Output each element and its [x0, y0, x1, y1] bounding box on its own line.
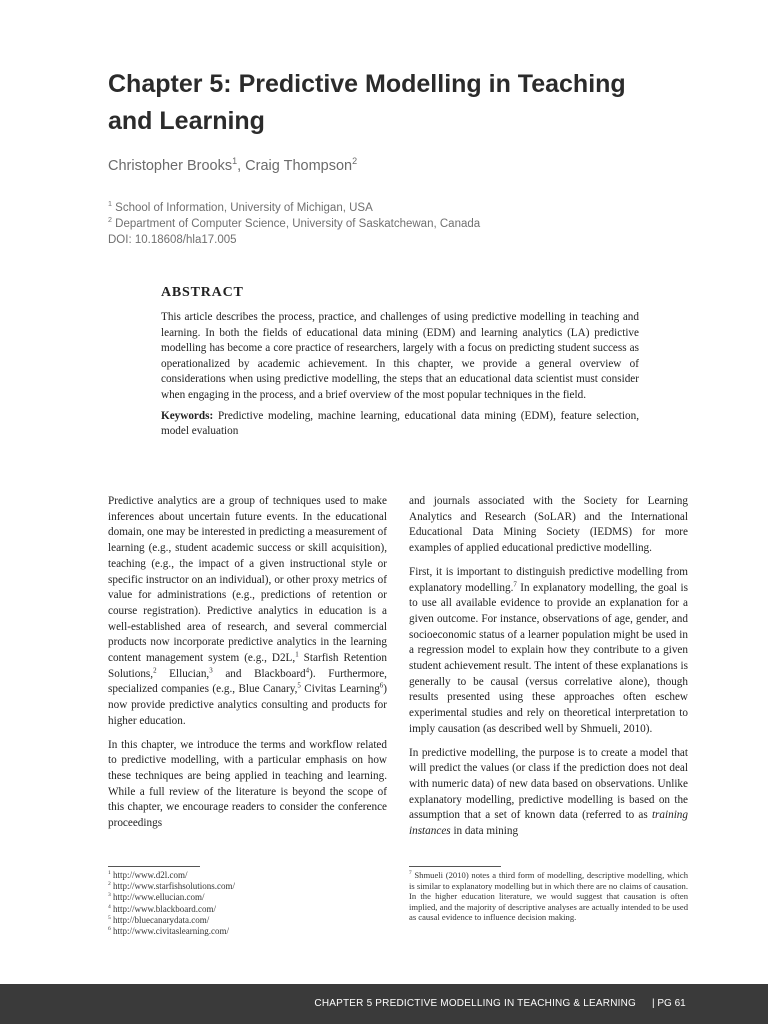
emphasis-term: training instances	[409, 809, 688, 838]
footnote-url[interactable]: http://www.blackboard.com/	[110, 903, 216, 914]
footnote[interactable]	[108, 881, 387, 892]
affiliation-mark: 2	[352, 156, 358, 167]
footnote-divider	[108, 866, 200, 867]
footnote-ref[interactable]: 6	[379, 681, 384, 690]
footnote-mark: 1	[108, 870, 111, 876]
footnote-url[interactable]: http://www.d2l.com/	[110, 870, 188, 880]
keywords	[161, 409, 639, 440]
affiliation-mark: 1	[232, 156, 238, 167]
footnote[interactable]	[108, 915, 387, 926]
affiliation-text: Department of Computer Science, University of Saskatchewan, Canada	[111, 218, 481, 230]
running-title: CHAPTER 5 PREDICTIVE MODELLING IN TEACHING & LEARNING	[314, 998, 636, 1009]
page-number: | PG 61	[652, 998, 686, 1009]
paragraph: and journals associated with the Society for Learning Analytics and Research (SoLAR) and the International Educational Data Mining Society (IEDMS) for more examples of applied educational predictive modelling.	[409, 495, 688, 555]
paragraph-text: ) now provide predictive analytics consulting and products for higher education.	[108, 683, 387, 727]
affiliations	[108, 200, 480, 248]
paragraph-text: In explanatory modelling, the goal is to use all available evidence to provide an explanation for a given outcome. For instance, observations of age, gender, and socioeconomic status of a learner population might be used in a regression model to explain how they contribute to a given student achievement result. The intent of these explanations is generally to be causal (versus correlative alone), though results presented using these approaches often eschew experimental studies and rely on theoretical interpretation to imply causation (as described well by Shmueli, 2010).	[409, 581, 688, 735]
footnote-mark: 7	[409, 870, 412, 877]
paragraph-text: in data mining	[450, 825, 519, 838]
paragraph	[409, 746, 688, 840]
keywords-text: Predictive modeling, machine learning, educational data mining (EDM), feature selection, model evaluation	[161, 409, 639, 438]
chapter-title: Chapter 5: Predictive Modelling in Teaching and Learning	[108, 70, 626, 135]
footnote-ref[interactable]: 2	[153, 666, 157, 674]
footnote-mark: 5	[108, 914, 111, 921]
footnote-mark: 2	[108, 881, 111, 888]
abstract-body: This article describes the process, practice, and challenges of using predictive modelling in teaching and learning. In both the fields of educational data mining (EDM) and learning analytics (LA) predictive modelling has become a core practice of researchers, largely with a focus on predicting student success as operationalized by academic achievement. In this chapter, we provide a general overview of considerations when using predictive modelling, the steps that an educational data scientist must consider when engaging in the process, and a brief overview of the most popular techniques in the field.	[161, 311, 639, 401]
abstract-heading: ABSTRACT	[161, 285, 244, 300]
footnote-mark: 3	[108, 892, 111, 899]
page-footer	[0, 984, 768, 1024]
footnote[interactable]	[108, 904, 387, 915]
footnote[interactable]	[108, 926, 387, 937]
author-separator: ,	[237, 158, 246, 174]
paragraph-text: ). Furthermore, specialized companies (e.g., Blue Canary,	[108, 667, 387, 696]
affiliation-mark: 2	[108, 216, 112, 225]
affiliation-line	[108, 200, 480, 216]
paragraph	[409, 565, 688, 738]
footnote-url[interactable]: http://bluecanarydata.com/	[110, 914, 210, 925]
footnotes-left	[108, 870, 387, 937]
footnote-url[interactable]: http://www.starfishsolutions.com/	[110, 881, 235, 892]
footnote-ref[interactable]: 1	[295, 650, 299, 659]
body-column-left	[108, 494, 387, 840]
footnote-text: Shmueli (2010) notes a third form of modelling, descriptive modelling, which is similar to explanatory modelling but in which there are no claims of causation. In the higher education literature, we would suggest that causation is often implied, and the majority of descriptive analyses are actually intended to be used as causal evidence to influence decision making.	[409, 870, 688, 922]
paragraph-text: and Blackboard	[212, 667, 306, 680]
footnote[interactable]	[108, 892, 387, 903]
footnote-url[interactable]: http://www.civitaslearning.com/	[110, 926, 229, 937]
paragraph-text: Civitas Learning	[300, 683, 380, 696]
footnote-mark: 6	[108, 926, 111, 933]
footnote-right	[409, 870, 688, 923]
footnote-divider	[409, 866, 501, 867]
paragraph: In this chapter, we introduce the terms and workflow related to predictive modelling, with a particular emphasis on how these techniques are being applied in teaching and learning. While a full review of the literature is beyond the scope of this chapter, we encourage readers to consider the conference proceedings	[108, 738, 387, 830]
abstract	[161, 285, 639, 445]
affiliation-text: School of Information, University of Michigan, USA	[111, 202, 373, 214]
footnote-mark: 4	[108, 903, 111, 910]
doi[interactable]: DOI: 10.18608/hla17.005	[108, 234, 237, 246]
footnote-ref[interactable]: 7	[513, 579, 517, 588]
author-name: Christopher Brooks	[108, 158, 233, 174]
paragraph-text: First, it is important to distinguish predictive modelling from explanatory modelling.	[409, 565, 688, 594]
author-name: Craig Thompson	[245, 158, 353, 174]
paragraph-text: Starfish Retention Solutions,	[108, 652, 387, 680]
keywords-label: Keywords:	[161, 409, 214, 422]
footnote-ref[interactable]: 5	[297, 681, 301, 690]
footnote-url[interactable]: http://www.ellucian.com/	[110, 892, 205, 903]
body-column-right	[409, 494, 688, 848]
paragraph	[108, 494, 387, 730]
authors	[108, 158, 357, 174]
footnote-ref[interactable]: 4	[305, 666, 310, 674]
footnote-ref[interactable]: 3	[209, 666, 213, 674]
paragraph-text: Ellucian,	[156, 667, 210, 680]
paragraph-text: Predictive analytics are a group of techniques used to make inferences about uncertain future events. In the educational domain, one may be interested in predicting a measurement of learning (e.g., student academic success or skill acquisition), teaching (e.g., the impact of a given instructional style or specific instructor on an individual), or other proxy metrics of value for administrations (e.g., predictions of retention or course registration). Predictive analytics in education is a well-established area of research, and several commercial products now incorporate predictive analytics in the learning content management system (e.g., D2L,	[108, 495, 387, 665]
footnote[interactable]	[108, 870, 387, 881]
affiliation-mark: 1	[108, 200, 112, 209]
affiliation-line	[108, 216, 480, 232]
paragraph-text: In predictive modelling, the purpose is to create a model that will predict the values (or class if the prediction does not deal with numeric data) of new data based on observations. Unlike explanatory modelling, predictive modelling is based on the assumption that a set of known data (referred to as	[409, 746, 688, 822]
